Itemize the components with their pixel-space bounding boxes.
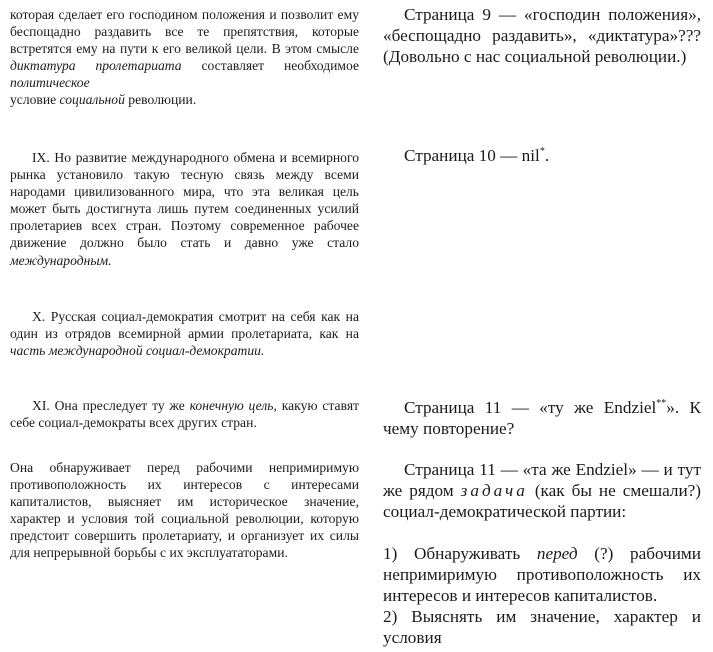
italic-text: диктатура пролетариата — [10, 58, 182, 74]
text: (как бы не смешали?) социал-демократической партии: — [383, 481, 702, 521]
paragraph-x — [10, 308, 359, 359]
italic-text: часть международной социал-демократии. — [10, 343, 265, 359]
text: 2) Выяснять им значение, характер и условия — [383, 607, 701, 647]
comment-page-11-endziel — [383, 397, 701, 439]
italic-text: перед — [536, 544, 578, 563]
text: которая сделает его господином положения и позволит ему беспощадно раздавить все те препятствия, которые встретятся ему на пути к его великой цели. В этом смысле — [10, 7, 359, 57]
spaced-italic-text: задача — [460, 481, 528, 500]
italic-text: социальной — [59, 92, 125, 108]
footnote-marker: * — [539, 146, 545, 157]
text: Страница 11 — «та же Endziel» — и тут же рядом — [383, 460, 701, 500]
text: Страница 9 — «господин положения», «беспощадно раздавить», «диктатура»??? (Довольно с нас социальной революции.) — [383, 5, 701, 66]
text: IX. Но развитие международного обмена и всемирного рынка установило такую тесную связь между всеми народами цивилизованного мира, что эта великая цель может быть достигнута лишь путем соединенных усилий пролетариев всех стран. Поэтому современное рабочее движение должно было стать и давно уже стало — [10, 150, 359, 251]
italic-text: политическое — [10, 75, 90, 91]
comment-item-1 — [383, 543, 701, 606]
text: условие — [10, 92, 60, 108]
text: Страница 10 — nil — [404, 146, 540, 165]
text: Она обнаруживает перед рабочими непримиримую противоположность их интересов с интересами капиталистов, выясняет им историческое значение, характер и условия той социальной революции, которую предстоит совершить пролетариату, и организует их силы для непрерывной борьбы с их эксплуататорами. — [10, 460, 359, 561]
text: революции. — [124, 92, 197, 108]
comment-page-9 — [383, 4, 701, 67]
paragraph-ix — [10, 149, 359, 269]
comment-page-11-task — [383, 459, 701, 522]
text: ». К чему повторение? — [383, 398, 701, 438]
text: X. Русская социал-демократия смотрит на себя как на один из отрядов всемирной армии пролетариата, как на — [10, 309, 359, 342]
paragraph-xi — [10, 397, 359, 431]
text: XI. Она преследует ту же — [32, 398, 190, 413]
text: 1) Обнаруживать — [383, 544, 537, 563]
comment-page-10 — [383, 145, 701, 166]
text: Страница 11 — «ту же Endziel — [404, 398, 657, 417]
text: составляет необходимое — [181, 58, 359, 74]
paragraph-dictatorship — [10, 6, 359, 109]
paragraph-tasks — [10, 459, 359, 562]
text: . — [544, 146, 550, 165]
comment-item-2 — [383, 606, 701, 648]
text: какую ставят себе социал-демократы всех других стран. — [10, 398, 360, 431]
italic-text: конечную цель, — [189, 398, 277, 413]
footnote-marker: ** — [656, 398, 667, 409]
italic-text: международным. — [10, 252, 112, 268]
text: (?) рабочими непримиримую противоположность их интересов и интересов капиталистов. — [383, 544, 702, 605]
